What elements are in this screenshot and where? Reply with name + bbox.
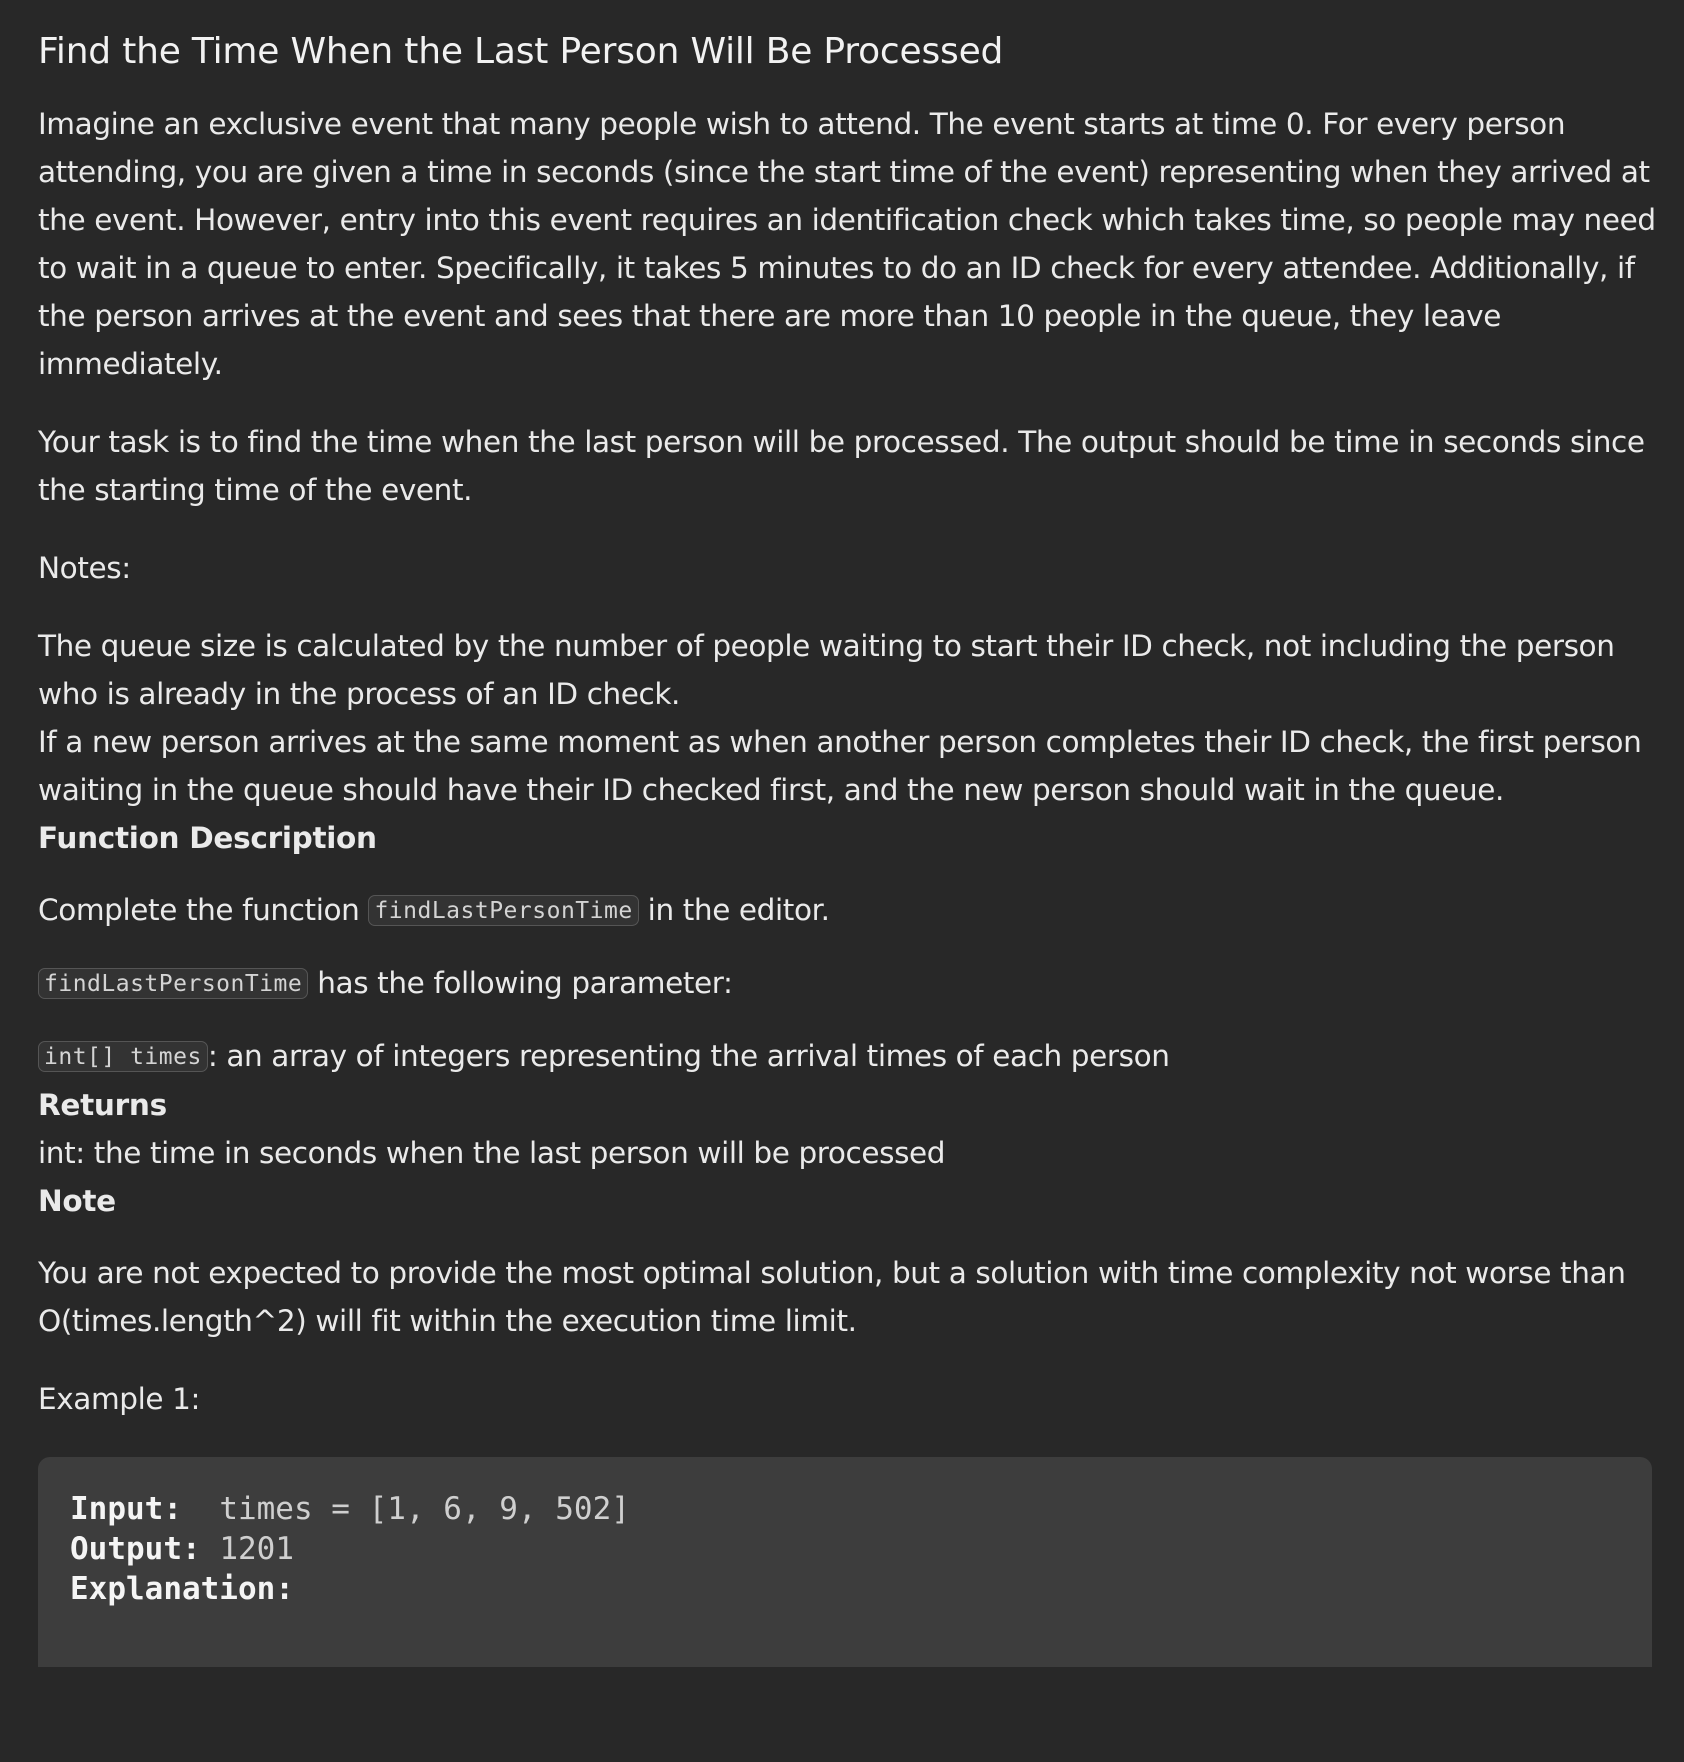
problem-description <box>38 26 1668 1667</box>
note-text: You are not expected to provide the most optimal solution, but a solution with time complexity not worse than O(times.length^2) will fit within the execution time limit. <box>38 1256 1626 1338</box>
example-output-line <box>70 1529 1652 1569</box>
parameter-intro-line <box>38 959 1668 1008</box>
returns-heading: Returns <box>38 1088 167 1122</box>
complete-function-line <box>38 886 1668 935</box>
task-paragraph: Your task is to find the time when the last person will be processed. The output should be time in seconds since the starting time of the event. <box>38 425 1645 507</box>
function-name-code: findLastPersonTime <box>38 968 308 999</box>
parameter-code: int[] times <box>38 1041 208 1072</box>
example-label: Example 1: <box>38 1382 201 1416</box>
parameter-line <box>38 1032 1668 1081</box>
example-explanation-line <box>70 1569 1652 1609</box>
complete-prefix: Complete the function <box>38 893 360 927</box>
function-name-code: findLastPersonTime <box>368 895 638 926</box>
parameter-description: : an array of integers representing the arrival times of each person <box>207 1039 1170 1073</box>
explanation-label: Explanation: <box>70 1571 294 1607</box>
input-label: Input: <box>70 1491 182 1527</box>
complete-suffix: in the editor. <box>647 893 830 927</box>
note-item: The queue size is calculated by the number of people waiting to start their ID check, not including the person who is already in the process of an ID check. <box>38 629 1615 711</box>
intro-paragraph: Imagine an exclusive event that many people wish to attend. The event starts at time 0. For every person attending, you are given a time in seconds (since the start time of the event) representing when they arrived at the event. However, entry into this event requires an identification check which takes time, so people may need to wait in a queue to enter. Specifically, it takes 5 minutes to do an ID check for every attendee. Additionally, if the person arrives at the event and sees that there are more than 10 people in the queue, they leave immediately. <box>38 107 1656 381</box>
notes-list <box>38 622 1668 814</box>
input-value: times = [1, 6, 9, 502] <box>219 1491 630 1527</box>
returns-text: int: the time in seconds when the last person will be processed <box>38 1136 946 1170</box>
example-input-line <box>70 1489 1652 1529</box>
example-code-block <box>38 1457 1652 1667</box>
has-parameter-text: has the following parameter: <box>317 966 733 1000</box>
function-description-heading: Function Description <box>38 821 377 855</box>
note-item: If a new person arrives at the same moment as when another person completes their ID check, the first person waiting in the queue should have their ID checked first, and the new person should wait in the queue. <box>38 725 1642 807</box>
output-label: Output: <box>70 1531 201 1567</box>
problem-title: Find the Time When the Last Person Will Be Processed <box>38 31 1004 72</box>
note-heading: Note <box>38 1184 116 1218</box>
notes-label: Notes: <box>38 551 131 585</box>
output-value: 1201 <box>219 1531 294 1567</box>
